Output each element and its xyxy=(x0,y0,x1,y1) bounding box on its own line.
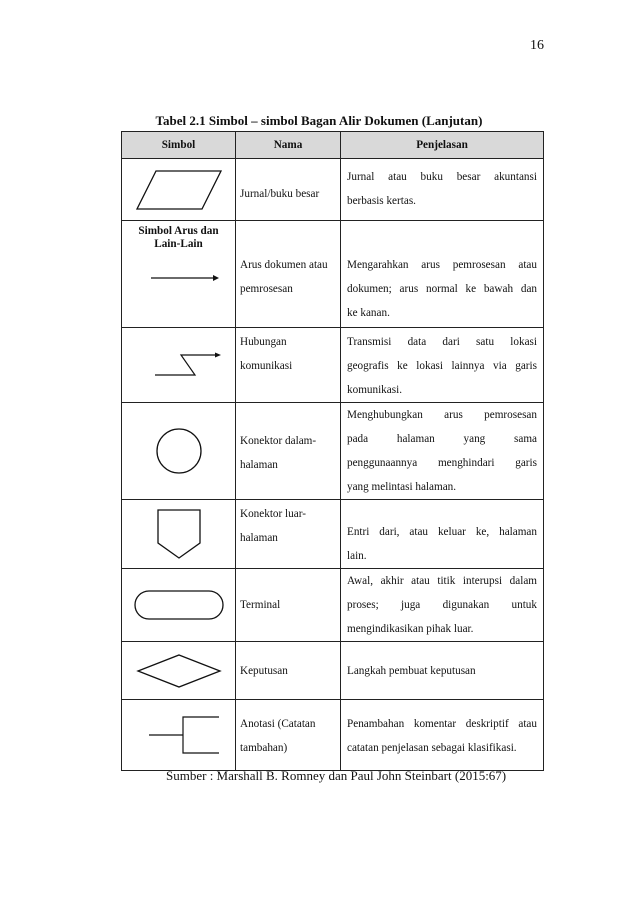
parallelogram-icon xyxy=(134,168,224,212)
annotation-bracket-icon xyxy=(129,710,229,760)
description-line: lain. xyxy=(347,550,367,562)
description-line: berbasis kertas. xyxy=(347,195,416,207)
table-row xyxy=(122,403,544,500)
description-line: dokumen; arus normal ke bawah dan xyxy=(347,283,537,295)
lightning-arrow-icon xyxy=(129,345,229,385)
description-cell xyxy=(341,642,544,700)
name-cell xyxy=(236,569,341,642)
description-cell xyxy=(341,221,544,328)
circle-icon xyxy=(149,423,209,479)
symbol-cell xyxy=(122,700,236,771)
table-row xyxy=(122,700,544,771)
name-cell xyxy=(236,159,341,221)
name-line: halaman xyxy=(240,532,278,544)
symbol-cell xyxy=(122,569,236,642)
description-cell xyxy=(341,403,544,500)
description-line: Penambahan komentar deskriptif atau xyxy=(347,718,537,730)
description-cell xyxy=(341,500,544,569)
table-row xyxy=(122,642,544,700)
description-line: proses; juga digunakan untuk xyxy=(347,599,537,611)
name-line: Arus dokumen atau xyxy=(240,259,328,271)
name-cell xyxy=(236,403,341,500)
group-label xyxy=(122,225,235,251)
header-name: Nama xyxy=(236,132,341,159)
name-cell xyxy=(236,500,341,569)
header-description: Penjelasan xyxy=(341,132,544,159)
page-number: 16 xyxy=(530,38,544,53)
name-cell xyxy=(236,328,341,403)
description-line: yang melintasi halaman. xyxy=(347,481,457,493)
table-row xyxy=(122,500,544,569)
symbol-cell xyxy=(122,403,236,500)
table-row xyxy=(122,159,544,221)
description-cell xyxy=(341,328,544,403)
symbol-cell xyxy=(122,328,236,403)
symbol-table xyxy=(121,131,544,771)
diamond-icon xyxy=(131,651,227,691)
description-line: Menghubungkan arus pemrosesan xyxy=(347,409,537,421)
name-line: Konektor dalam- xyxy=(240,435,317,447)
name-cell xyxy=(236,642,341,700)
name-cell xyxy=(236,221,341,328)
description-line: pada halaman yang sama xyxy=(347,433,537,445)
table-caption: Tabel 2.1 Simbol – simbol Bagan Alir Dokumen (Lanjutan) xyxy=(155,113,483,128)
description-line: catatan penjelasan sebagai klasifikasi. xyxy=(347,742,517,754)
description-line: Jurnal atau buku besar akuntansi xyxy=(347,171,537,183)
name-line: Hubungan xyxy=(240,336,287,348)
name-line: Jurnal/buku besar xyxy=(240,187,320,200)
description-line: ke kanan. xyxy=(347,307,390,319)
name-line: Konektor luar- xyxy=(240,508,306,520)
description-line: Mengarahkan arus pemrosesan atau xyxy=(347,259,537,271)
table-header-row xyxy=(122,132,544,159)
description-line: Transmisi data dari satu lokasi xyxy=(347,336,537,348)
name-cell xyxy=(236,700,341,771)
name-line: Keputusan xyxy=(240,664,288,677)
name-line: tambahan) xyxy=(240,742,288,754)
description-line: komunikasi. xyxy=(347,384,403,396)
description-line: geografis ke lokasi lainnya via garis xyxy=(347,360,537,372)
terminal-icon xyxy=(129,585,229,625)
symbol-cell xyxy=(122,500,236,569)
header-symbol: Simbol xyxy=(122,132,236,159)
name-line: komunikasi xyxy=(240,360,293,372)
description-cell xyxy=(341,569,544,642)
table-row xyxy=(122,328,544,403)
table-row xyxy=(122,221,544,328)
description-cell xyxy=(341,159,544,221)
table-row xyxy=(122,569,544,642)
description-line: Langkah pembuat keputusan xyxy=(347,664,476,677)
symbol-cell xyxy=(122,159,236,221)
symbol-cell xyxy=(122,642,236,700)
description-line: Awal, akhir atau titik interupsi dalam xyxy=(347,575,537,587)
name-line: Terminal xyxy=(240,599,281,611)
group-label-line: Simbol Arus dan xyxy=(138,225,219,237)
pentagon-icon xyxy=(149,505,209,563)
description-line: mengindikasikan pihak luar. xyxy=(347,623,474,635)
name-line: halaman xyxy=(240,459,278,471)
description-line: penggunaannya menghindari garis xyxy=(347,457,537,469)
name-line: pemrosesan xyxy=(240,283,293,295)
name-line: Anotasi (Catatan xyxy=(240,718,316,730)
source-citation: Sumber : Marshall B. Romney dan Paul John Steinbart (2015:67) xyxy=(166,768,507,783)
description-cell xyxy=(341,700,544,771)
description-line: Entri dari, atau keluar ke, halaman xyxy=(347,526,537,538)
symbol-cell xyxy=(122,221,236,328)
group-label-line: Lain-Lain xyxy=(154,238,203,250)
